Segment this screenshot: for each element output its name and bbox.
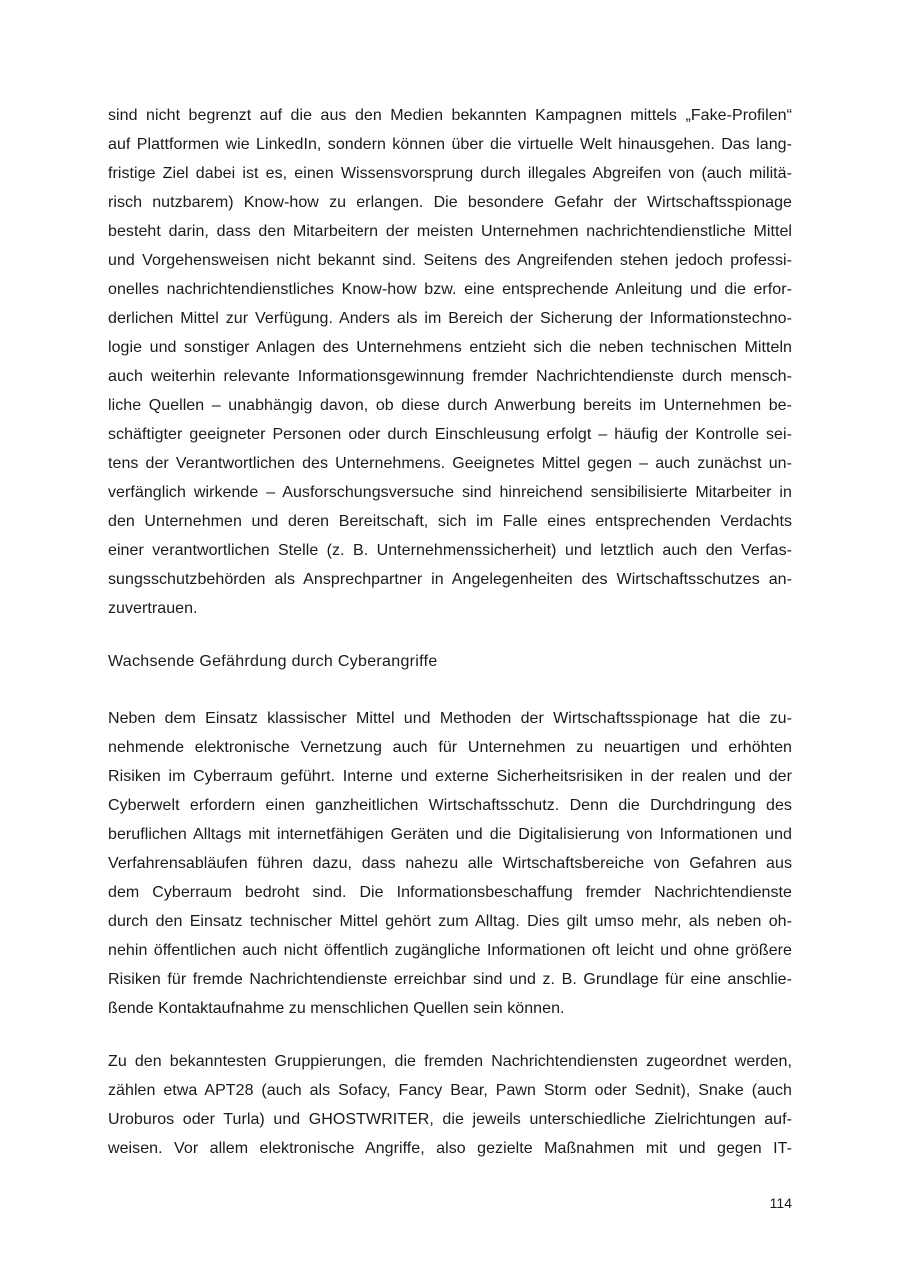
text-line: und Vorgehensweisen nicht bekannt sind. Seitens des Angreifenden stehen jedoch professi- [108, 252, 792, 269]
text-line: Zu den bekanntesten Gruppierungen, die fremden Nachrichtendiensten zugeordnet werden, [108, 1053, 792, 1070]
text-line: tens der Verantwortlichen des Unternehmens. Geeignetes Mittel gegen – auch zunächst un- [108, 455, 792, 472]
text-line: risch nutzbarem) Know-how zu erlangen. Die besondere Gefahr der Wirtschaftsspionage [108, 194, 792, 211]
section-heading: Wachsende Gefährdung durch Cyberangriffe [108, 653, 438, 670]
text-line: auf Plattformen wie LinkedIn, sondern können über die virtuelle Welt hinausgehen. Das lang- [108, 136, 792, 153]
text-line: logie und sonstiger Anlagen des Unternehmens entzieht sich die neben technischen Mitteln [108, 339, 792, 356]
text-line: Cyberwelt erfordern einen ganzheitlichen Wirtschaftsschutz. Denn die Durchdringung des [108, 797, 792, 814]
text-line: schäftigter geeigneter Personen oder durch Einschleusung erfolgt – häufig der Kontrolle sei- [108, 426, 792, 443]
text-line: verfänglich wirkende – Ausforschungsversuche sind hinreichend sensibilisierte Mitarbeiter in [108, 484, 792, 501]
text-line: durch den Einsatz technischer Mittel gehört zum Alltag. Dies gilt umso mehr, als neben oh- [108, 913, 792, 930]
text-line: besteht darin, dass den Mitarbeitern der meisten Unternehmen nachrichtendienstliche Mittel [108, 223, 792, 240]
page-number: 114 [769, 1195, 792, 1211]
text-line: sungsschutzbehörden als Ansprechpartner in Angelegenheiten des Wirtschaftsschutzes an- [108, 571, 792, 588]
text-line: weisen. Vor allem elektronische Angriffe, also gezielte Maßnahmen mit und gegen IT- [108, 1140, 792, 1157]
text-line: nehmende elektronische Vernetzung auch für Unternehmen zu neuartigen und erhöhten [108, 739, 792, 756]
text-line: Risiken für fremde Nachrichtendienste erreichbar sind und z. B. Grundlage für eine anschlie- [108, 971, 792, 988]
text-line: nehin öffentlichen auch nicht öffentlich zugängliche Informationen oft leicht und ohne größere [108, 942, 792, 959]
text-line: Uroburos oder Turla) und GHOSTWRITER, die jeweils unterschiedliche Zielrichtungen auf- [108, 1111, 792, 1128]
text-line: beruflichen Alltags mit internetfähigen Geräten und die Digitalisierung von Informationen und [108, 826, 792, 843]
text-line: fristige Ziel dabei ist es, einen Wissensvorsprung durch illegales Abgreifen von (auch militä- [108, 165, 792, 182]
text-line: einer verantwortlichen Stelle (z. B. Unternehmenssicherheit) und letztlich auch den Verfas- [108, 542, 792, 559]
text-line: auch weiterhin relevante Informationsgewinnung fremder Nachrichtendienste durch mensch- [108, 368, 792, 385]
text-line: Risiken im Cyberraum geführt. Interne und externe Sicherheitsrisiken in der realen und der [108, 768, 792, 785]
text-line: onelles nachrichtendienstliches Know-how bzw. eine entsprechende Anleitung und die erfor- [108, 281, 792, 298]
text-line: Neben dem Einsatz klassischer Mittel und Methoden der Wirtschaftsspionage hat die zu- [108, 710, 792, 727]
text-line: dem Cyberraum bedroht sind. Die Informationsbeschaffung fremder Nachrichtendienste [108, 884, 792, 901]
text-line: den Unternehmen und deren Bereitschaft, sich im Falle eines entsprechenden Verdachts [108, 513, 792, 530]
text-line: zuvertrauen. [108, 600, 198, 617]
text-line: sind nicht begrenzt auf die aus den Medien bekannten Kampagnen mittels „Fake-Profilen“ [108, 107, 792, 124]
text-line: derlichen Mittel zur Verfügung. Anders als im Bereich der Sicherung der Informationstechno- [108, 310, 792, 327]
text-line: liche Quellen – unabhängig davon, ob diese durch Anwerbung bereits im Unternehmen be- [108, 397, 792, 414]
text-line: zählen etwa APT28 (auch als Sofacy, Fancy Bear, Pawn Storm oder Sednit), Snake (auch [108, 1082, 792, 1099]
text-line: Verfahrensabläufen führen dazu, dass nahezu alle Wirtschaftsbereiche von Gefahren aus [108, 855, 792, 872]
text-line: ßende Kontaktaufnahme zu menschlichen Quellen sein können. [108, 1000, 565, 1017]
